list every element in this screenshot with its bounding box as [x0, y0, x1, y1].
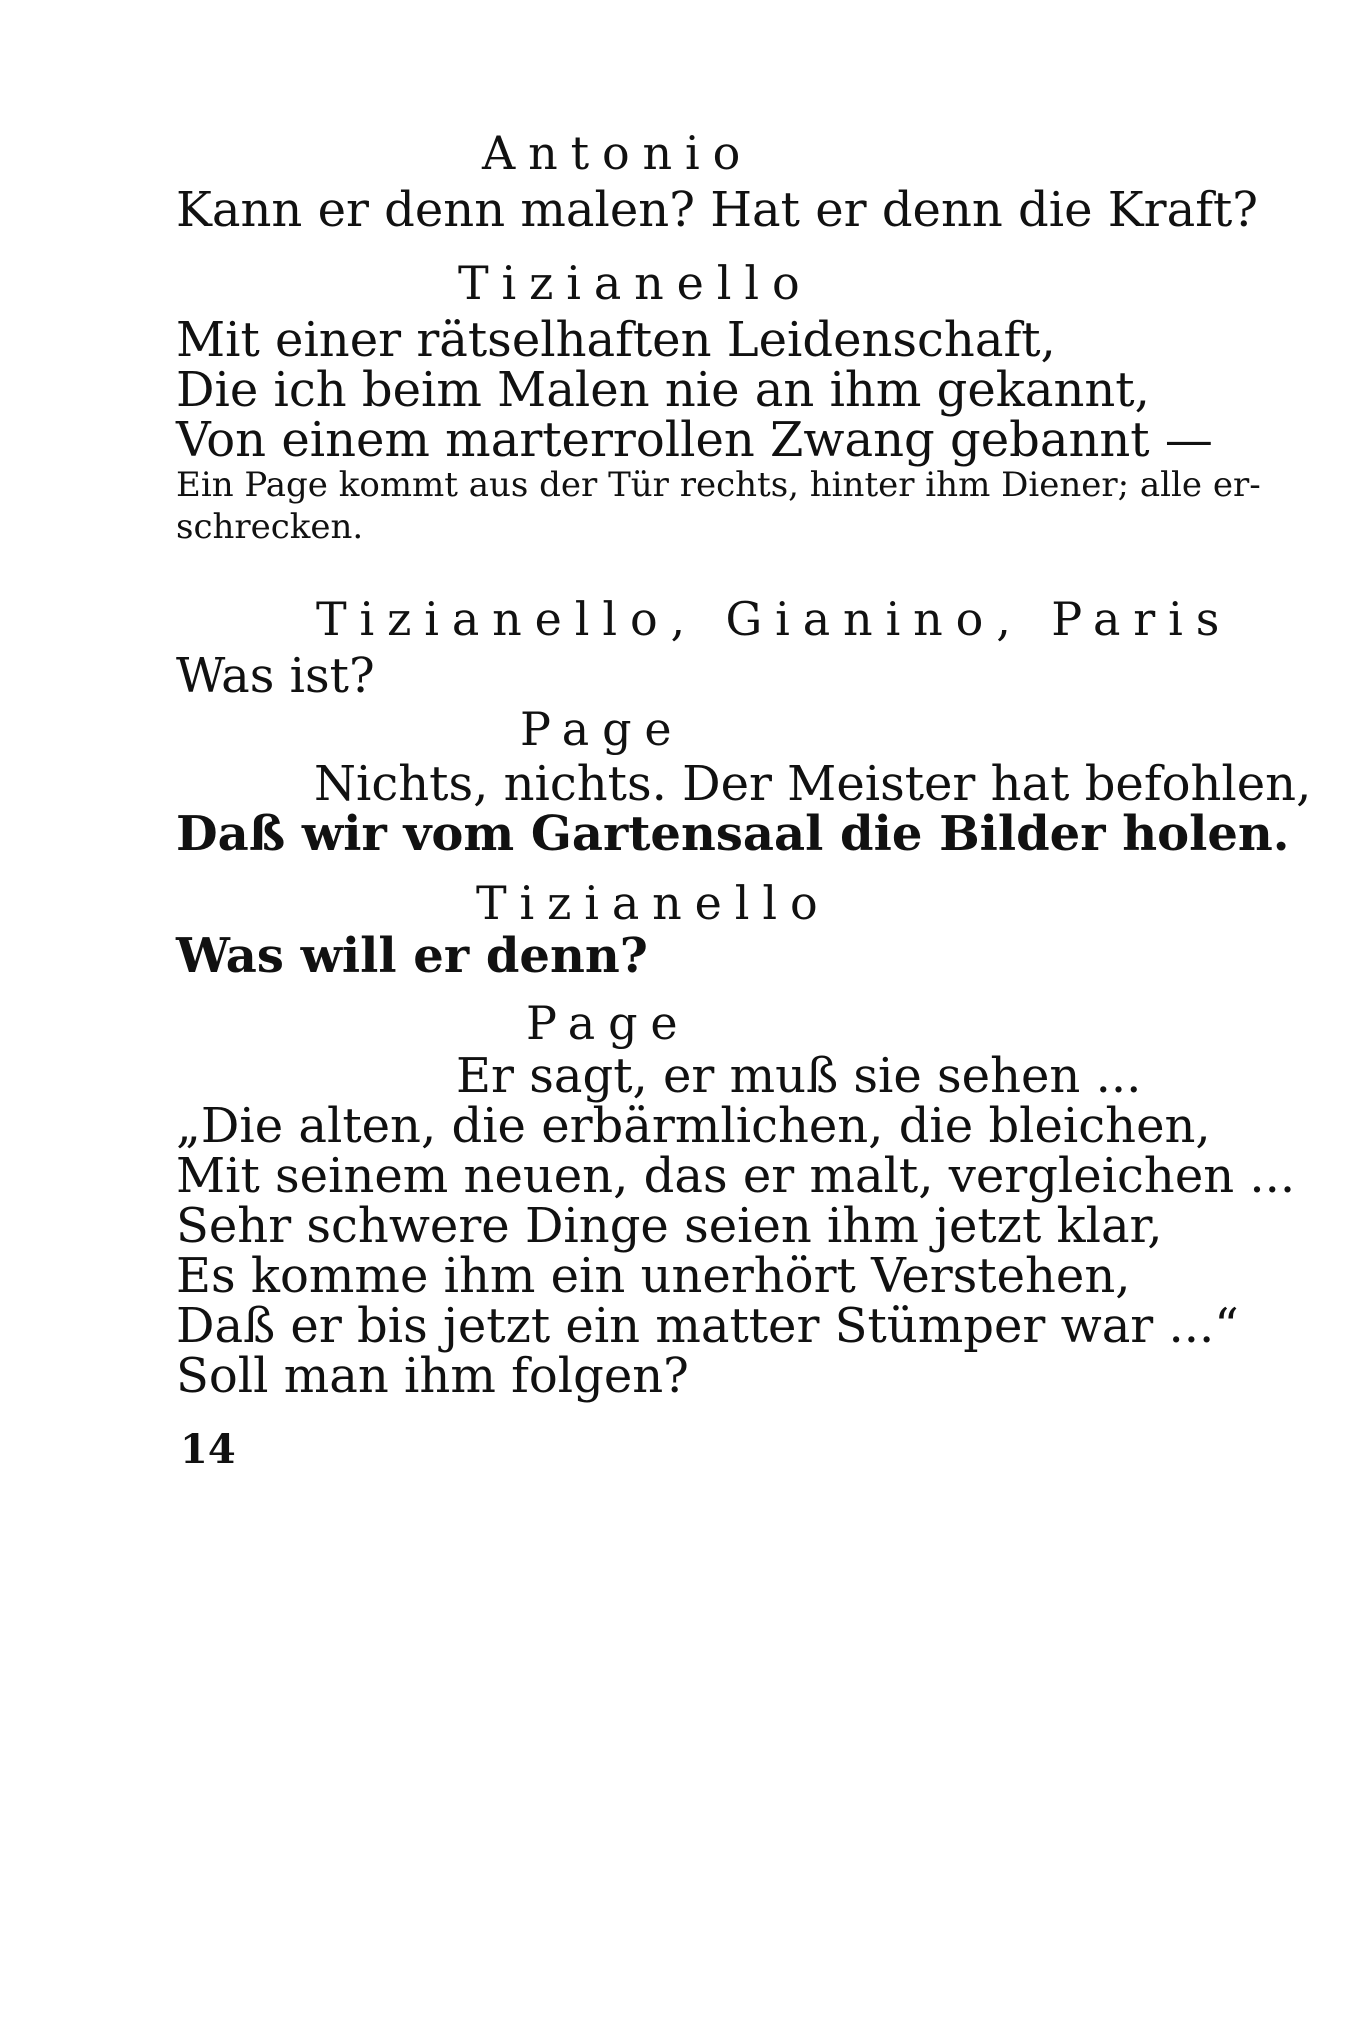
- speaker-heading: Tizianello, Gianino, Paris: [316, 592, 1233, 646]
- verse-line: Daß er bis jetzt ein matter Stümper war ...“: [176, 1298, 1239, 1354]
- verse-line: Die ich beim Malen nie an ihm gekannt,: [176, 362, 1150, 418]
- speaker-heading: Antonio: [482, 126, 754, 180]
- speaker-heading: Tizianello: [458, 256, 813, 310]
- speaker-heading: Page: [520, 702, 685, 756]
- verse-line: Sehr schwere Dinge seien ihm jetzt klar,: [176, 1198, 1163, 1254]
- verse-line: „Die alten, die erbärmlichen, die bleichen,: [176, 1098, 1211, 1154]
- verse-line: Mit einer rätselhaften Leidenschaft,: [176, 312, 1056, 368]
- verse-line: Was ist?: [176, 648, 375, 704]
- verse-line: Es komme ihm ein unerhört Verstehen,: [176, 1248, 1131, 1304]
- verse-line: Was will er denn?: [176, 928, 648, 984]
- verse-line: Soll man ihm folgen?: [176, 1348, 689, 1404]
- verse-line: Nichts, nichts. Der Meister hat befohlen,: [314, 756, 1312, 812]
- speaker-heading: Page: [526, 996, 691, 1050]
- verse-line: Daß wir vom Gartensaal die Bilder holen.: [176, 806, 1290, 862]
- verse-line: Mit seinem neuen, das er malt, vergleichen ...: [176, 1148, 1296, 1204]
- verse-line: Er sagt, er muß sie sehen ...: [456, 1048, 1142, 1104]
- verse-line: Von einem marterrollen Zwang gebannt —: [176, 412, 1213, 468]
- page-number: 14: [180, 1426, 236, 1473]
- stage-direction: schrecken.: [176, 507, 364, 547]
- speaker-heading: Tizianello: [476, 876, 831, 930]
- stage-direction: Ein Page kommt aus der Tür rechts, hinter ihm Diener; alle er-: [176, 465, 1261, 505]
- verse-line: Kann er denn malen? Hat er denn die Kraft?: [176, 182, 1258, 238]
